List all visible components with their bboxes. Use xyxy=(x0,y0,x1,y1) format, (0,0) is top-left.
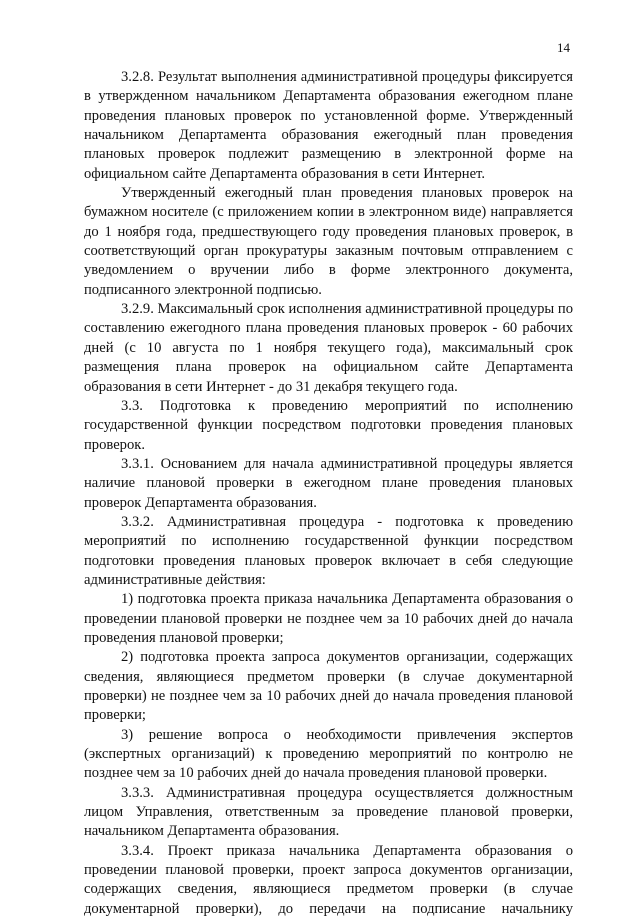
paragraph-3-3-1: 3.3.1. Основанием для начала административной процедуры является наличие плановой проверки в ежегодном плане проведения плановых проверок Департамента образования. xyxy=(84,455,573,511)
paragraph-3-2-9: 3.2.9. Максимальный срок исполнения административной процедуры по составлению ежегодного плана проведения плановых проверок - 60 рабочих дней (с 10 августа по 1 ноября текущего года), максимальный срок размещения плана проверок на официальном сайте Департамента образования в сети Интернет - до 31 декабря текущего года. xyxy=(84,301,573,395)
paragraph-plan-sending: Утвержденный ежегодный план проведения плановых проверок на бумажном носителе (с приложением копии в электронном виде) направляется до 1 ноября года, предшествующего году проведения плановых проверок, в соответствующий орган прокуратуры заказным почтовым отправлением с уведомлением о вручении либо в форме электронного документа, подписанного электронной подписью. xyxy=(84,185,573,298)
paragraph-3-3-3: 3.3.3. Административная процедура осуществляется должностным лицом Управления, ответственным за проведение плановой проверки, начальником Департамента образования. xyxy=(84,784,573,840)
list-item-1: 1) подготовка проекта приказа начальника Департамента образования о проведении плановой проверки не позднее чем за 10 рабочих дней до начала проведения плановой проверки; xyxy=(84,591,573,646)
page-number: 14 xyxy=(557,40,570,55)
document-body xyxy=(84,68,573,919)
paragraph-3-2-8: 3.2.8. Результат выполнения административной процедуры фиксируется в утвержденном начальником Департамента образования ежегодном плане проведения плановых проверок по установленной форме. Утвержденный начальником Департамента образования ежегодный план проведения плановых проверок подлежит размещению в электронной форме на официальном сайте Департамента образования в сети Интернет. xyxy=(84,69,573,182)
paragraph-3-3: 3.3. Подготовка к проведению мероприятий по исполнению государственной функции посредством подготовки проведения плановых проверок. xyxy=(84,397,573,453)
paragraph-3-3-4: 3.3.4. Проект приказа начальника Департамента образования о проведении плановой проверки, проект запроса документов организации, содержащих сведения, являющиеся предметом проверки (в случае документарной проверки), до передачи на подписание начальнику xyxy=(84,842,573,917)
list-item-2: 2) подготовка проекта запроса документов организации, содержащих сведения, являющиеся предметом проверки (в случае документарной проверки) не позднее чем за 10 рабочих дней до начала проведения плановой проверки; xyxy=(84,649,573,724)
list-item-3: 3) решение вопроса о необходимости привлечения экспертов (экспертных организаций) к проведению мероприятий по контролю не позднее чем за 10 рабочих дней до начала проведения плановой проверки. xyxy=(84,726,573,782)
paragraph-3-3-2: 3.3.2. Административная процедура - подготовка к проведению мероприятий по исполнению государственной функции посредством подготовки проведения плановых проверок включает в себя следующие административные действия: xyxy=(84,513,573,588)
